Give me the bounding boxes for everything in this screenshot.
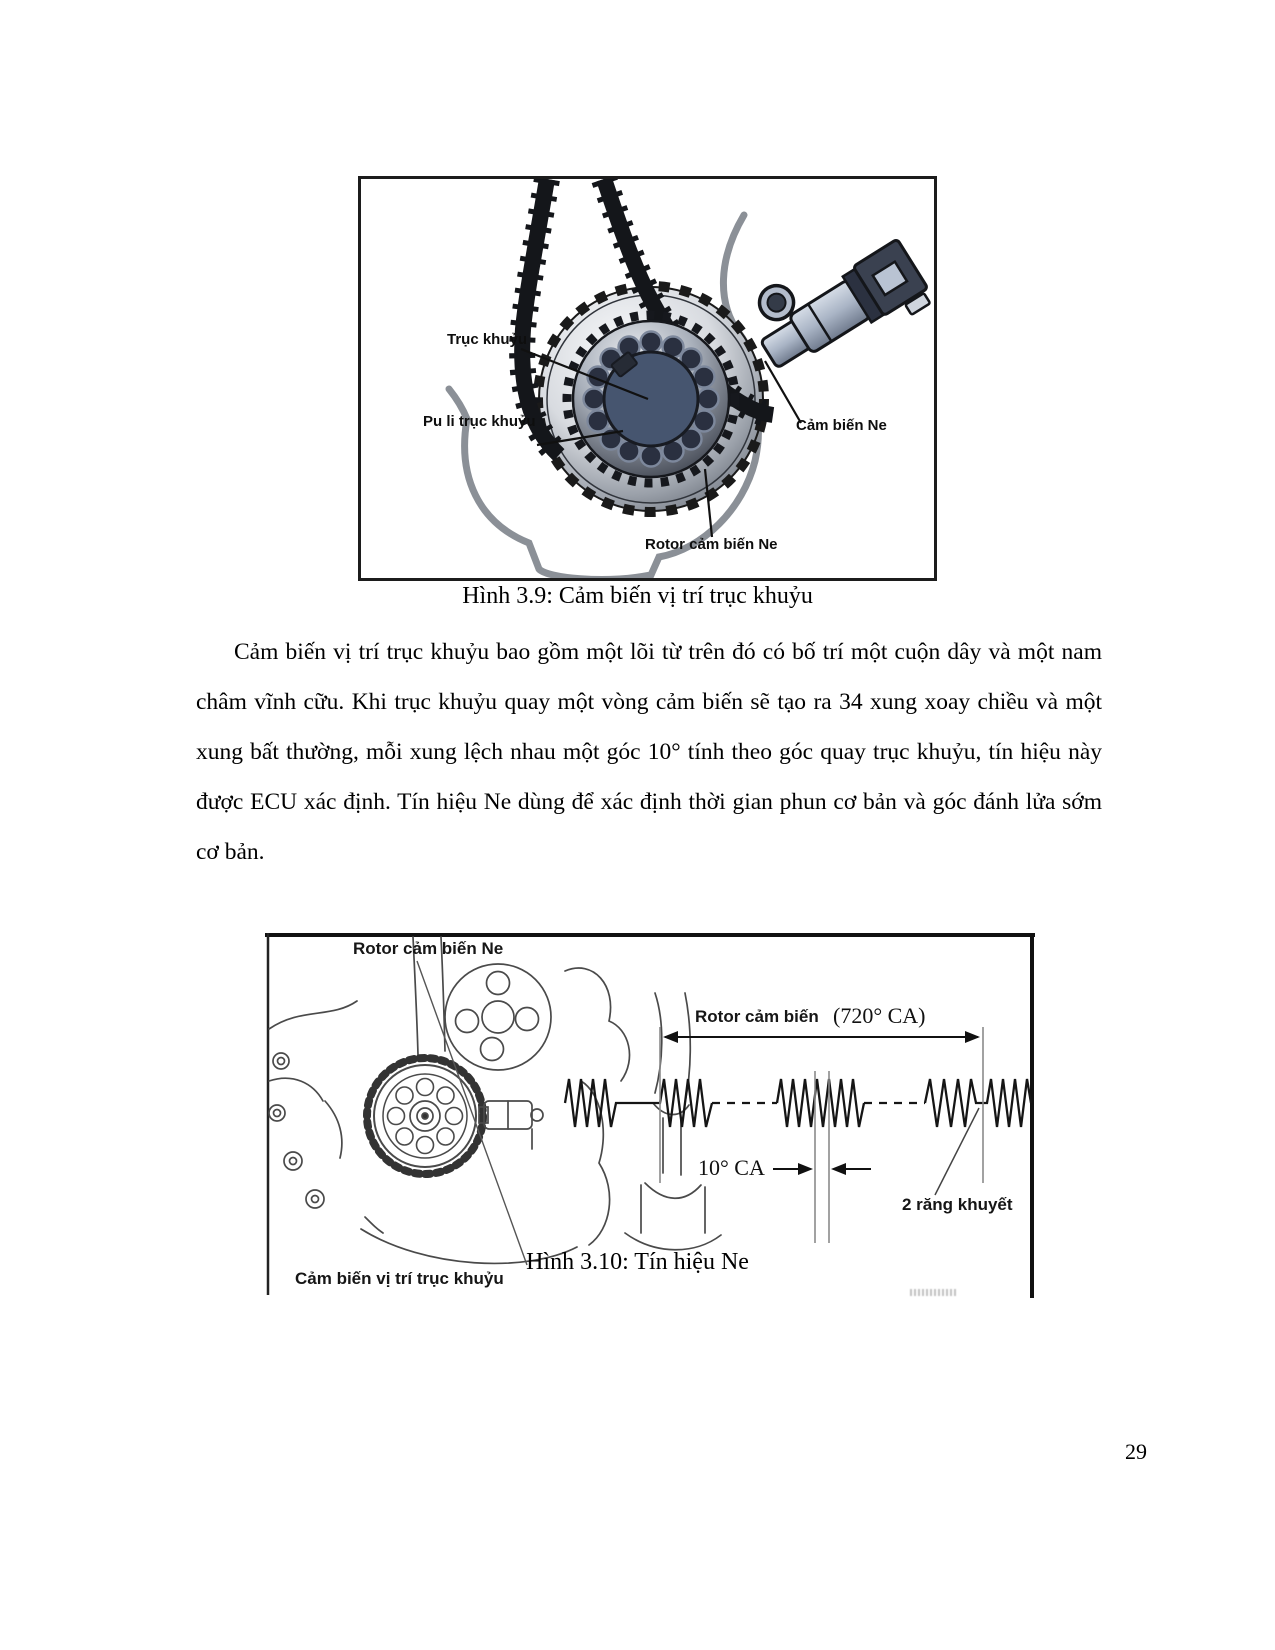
- label-720ca: (720° CA): [833, 1003, 926, 1028]
- label-missing-teeth: 2 răng khuyết: [902, 1195, 1013, 1214]
- figure1-caption: Hình 3.9: Cảm biến vị trí trục khuỷu: [462, 583, 813, 609]
- print-smudge: [910, 1289, 956, 1296]
- page-number: 29: [1125, 1439, 1147, 1464]
- figure2-caption: Hình 3.10: Tín hiệu Ne: [526, 1249, 749, 1275]
- figure-crankshaft-sensor: [358, 176, 937, 581]
- label-ne-rotor: Rotor cảm biến Ne: [645, 536, 778, 553]
- label-rotor-top: Rotor cảm biến Ne: [353, 939, 504, 958]
- arrow-720ca: [663, 1031, 980, 1043]
- missing-teeth-leader: [935, 1108, 979, 1195]
- label-crankshaft: Trục khuỷu: [447, 331, 528, 348]
- label-sensor-bottom: Cảm biến vị trí trục khuỷu: [295, 1269, 504, 1288]
- figure-ne-signal: [265, 933, 1035, 1298]
- label-ne-sensor: Cảm biến Ne: [796, 417, 887, 434]
- crankshaft-sensor-illustration: [361, 179, 934, 578]
- ne-waveform: [565, 1079, 1031, 1127]
- ne-signal-illustration: [265, 933, 1035, 1298]
- label-10ca: 10° CA: [698, 1155, 765, 1180]
- body-paragraph: Cảm biến vị trí trục khuỷu bao gồm một lõi từ trên đó có bố trí một cuộn dây và một nam châm vĩnh cữu. Khi trục khuỷu quay một vòng cảm biến sẽ tạo ra 34 xung xoay chiều và một xung bất thường, mỗi xung lệch nhau một góc 10° tính theo góc quay trục khuỷu, tín hiệu này được ECU xác định. Tín hiệu Ne dùng để xác định thời gian phun cơ bản và góc đánh lửa sớm cơ bản.: [196, 639, 1102, 865]
- figure2-border: [265, 933, 1035, 1298]
- engine-line-art: [269, 937, 721, 1263]
- crank-sprocket: [567, 315, 735, 483]
- label-crank-pulley: Pu li trục khuỷu: [423, 413, 536, 430]
- label-rotor-signal: Rotor cảm biến: [695, 1007, 819, 1026]
- arrow-10ca: [773, 1163, 871, 1175]
